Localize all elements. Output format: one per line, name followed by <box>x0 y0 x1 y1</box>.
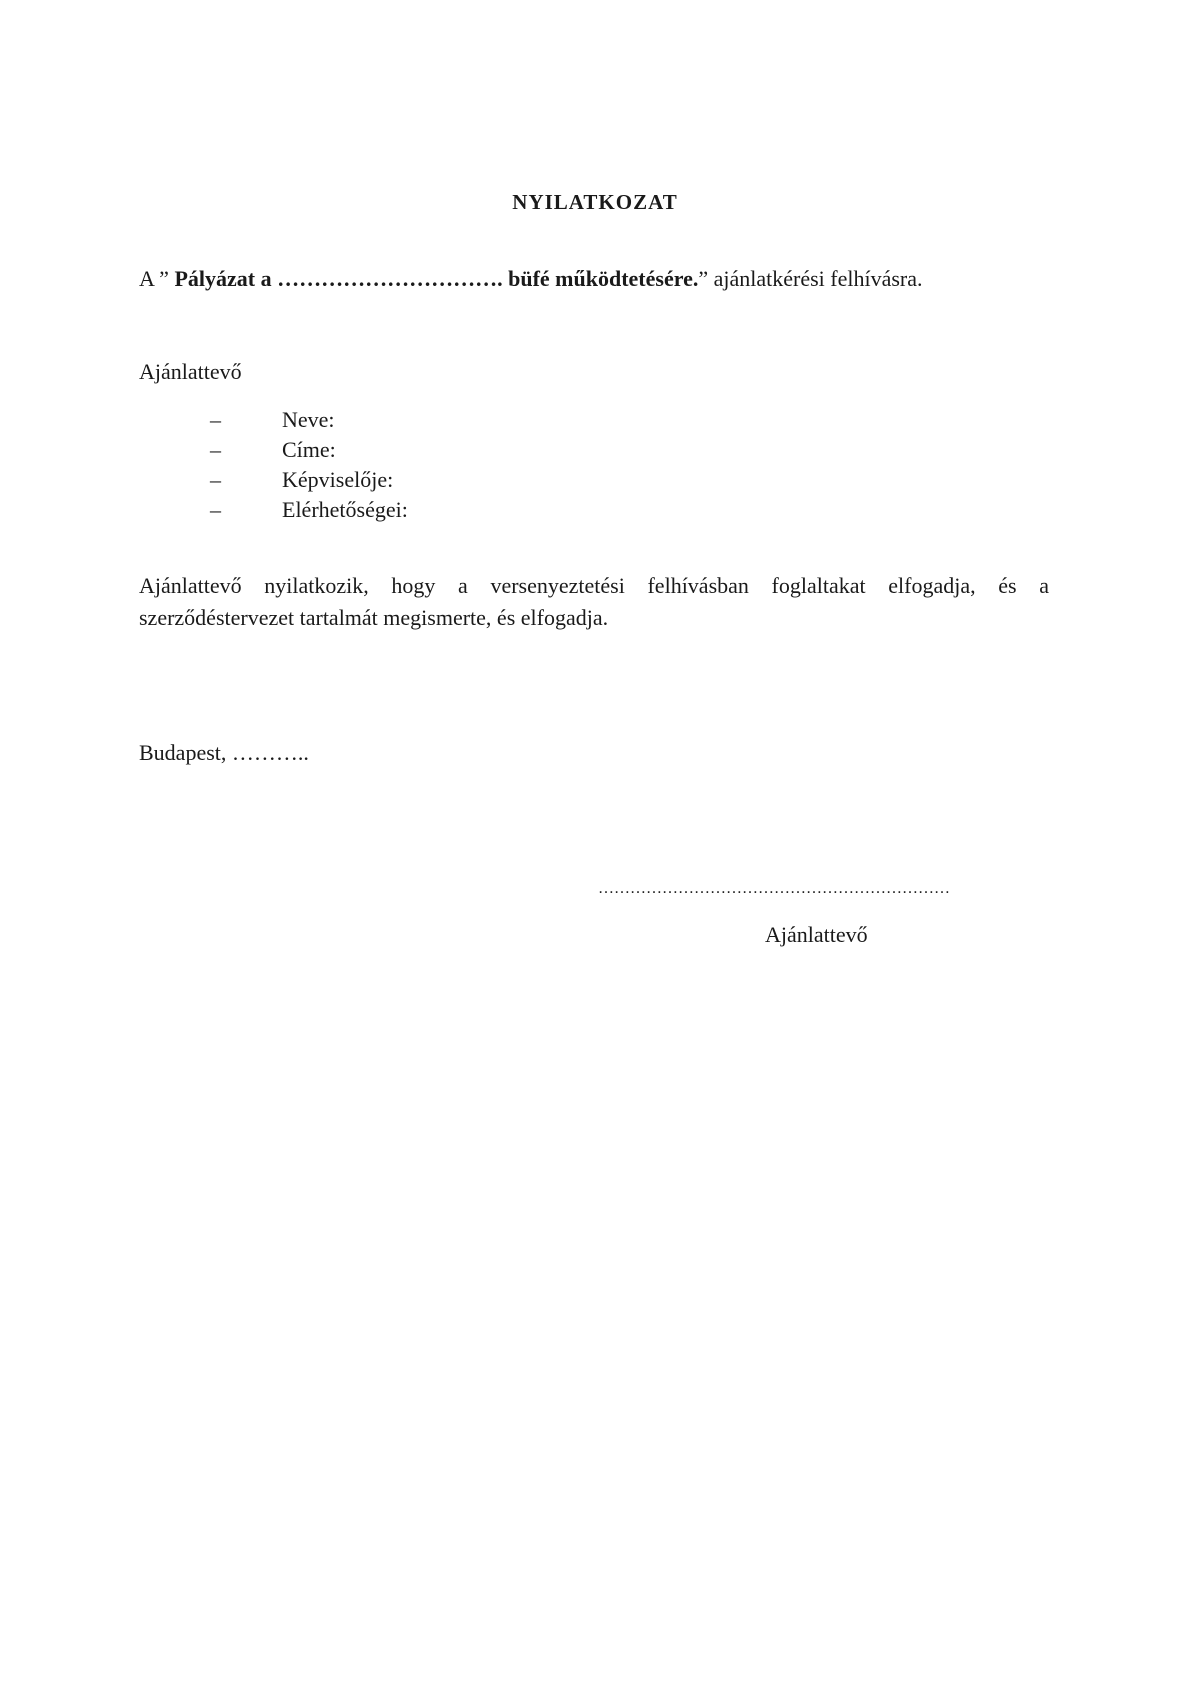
subject-line <box>139 266 923 292</box>
declaration-paragraph: Ajánlattevő nyilatkozik, hogy a versenyeztetési felhívásban foglaltakat elfogadja, és a szerződéstervezet tartalmát megismerte, és elfogadja. <box>139 573 1049 630</box>
list-dash: – <box>210 437 221 462</box>
field-label: Neve: <box>282 407 335 432</box>
field-item-name <box>210 405 408 435</box>
subject-suffix: ” ajánlatkérési felhívásra. <box>698 266 923 291</box>
subject-bold-part2: büfé működtetésére. <box>502 266 699 291</box>
field-label: Címe: <box>282 437 336 462</box>
field-label: Elérhetőségei: <box>282 497 408 522</box>
field-item-representative <box>210 465 408 495</box>
subject-prefix: A ” <box>139 266 175 291</box>
offerer-fields-list <box>210 405 408 525</box>
list-dash: – <box>210 407 221 432</box>
place-date: Budapest, ……….. <box>139 740 309 765</box>
subject-bold-part1: Pályázat a …………………………. <box>174 266 503 291</box>
field-item-contacts <box>210 495 408 525</box>
field-item-address <box>210 435 408 465</box>
signature-label: Ajánlattevő <box>765 922 868 947</box>
document-title: NYILATKOZAT <box>512 190 678 214</box>
field-label: Képviselője: <box>282 467 394 492</box>
offerer-label: Ajánlattevő <box>139 359 242 384</box>
list-dash: – <box>210 467 221 492</box>
list-dash: – <box>210 497 221 522</box>
signature-line: ………………………………………………………… <box>598 880 950 897</box>
